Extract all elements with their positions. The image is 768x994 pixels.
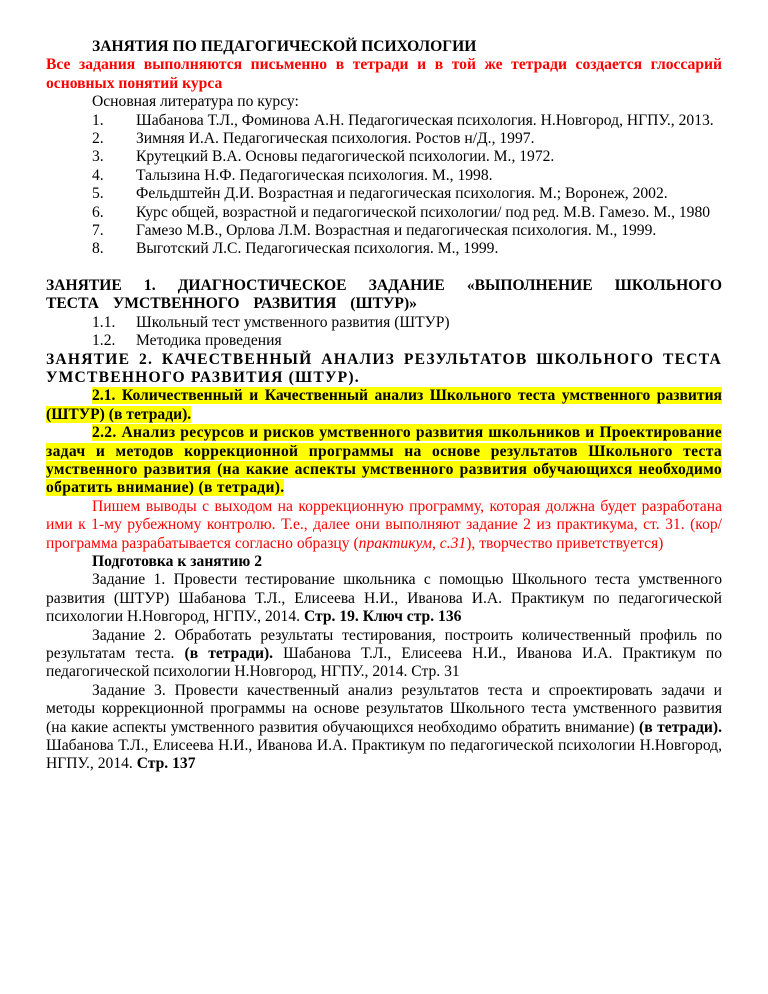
- lesson1-item: 1.2. Методика проведения: [92, 332, 282, 350]
- literature-list: [46, 112, 722, 259]
- literature-heading: Основная литература по курсу:: [92, 93, 299, 111]
- page-title: ЗАНЯТИЯ ПО ПЕДАГОГИЧЕСКОЙ ПСИХОЛОГИИ: [92, 38, 477, 55]
- literature-item: 5. Фельдштейн Д.И. Возрастная и педагогическая психология. М.; Воронеж, 2002.: [92, 185, 668, 203]
- lesson2-heading: ЗАНЯТИЕ 2. КАЧЕСТВЕННЫЙ АНАЛИЗ РЕЗУЛЬТАТОВ ШКОЛЬНОГО ТЕСТА УМСТВЕННОГО РАЗВИТИЯ (ШТУР).: [46, 350, 722, 386]
- literature-item: 7. Гамезо М.В., Орлова Л.М. Возрастная и педагогическая психология. М., 1999.: [92, 222, 657, 240]
- literature-item: 8. Выготский Л.С. Педагогическая психология. М., 1999.: [92, 240, 499, 258]
- lesson1-heading: ЗАНЯТИЕ 1. ДИАГНОСТИЧЕСКОЕ ЗАДАНИЕ «ВЫПОЛНЕНИЕ ШКОЛЬНОГО ТЕСТА УМСТВЕННОГО РАЗВИТИЯ (ШТУР)»: [46, 276, 722, 313]
- task-2: Задание 2. Обработать результаты тестирования, построить количественный профиль по результатам теста. (в тетради). Шабанова Т.Л., Елисеева Н.И., Иванова И.А. Практикум по педагогической психологии Н.Новгород, НГПУ., 2014. Стр. 31: [46, 626, 722, 681]
- literature-item: 2. Зимняя И.А. Педагогическая психология. Ростов н/Д., 1997.: [92, 130, 535, 148]
- literature-item: 1. Шабанова Т.Л., Фоминова А.Н. Педагогическая психология. Н.Новгород, НГПУ., 2013.: [92, 111, 714, 129]
- lesson1-item: 1.1. Школьный тест умственного развития (ШТУР): [92, 313, 450, 331]
- task-3: Задание 3. Провести качественный анализ результатов теста и спроектировать задачи и методы коррекционной программы на основе результатов Школьного теста умственного развития (на какие аспекты умственного развития обучающихся необходимо обратить внимание) (в тетради). Шабанова Т.Л., Елисеева Н.И., Иванова И.А. Практикум по педагогической психологии Н.Новгород, НГПУ., 2014. Стр. 137: [46, 681, 722, 773]
- notice-text: Все задания выполняются письменно в тетради и в той же тетради создается глоссарий основных понятий курса: [46, 56, 722, 92]
- lesson2-subsection-1: 2.1. Количественный и Качественный анализ Школьного теста умственного развития (ШТУР) (в тетради).: [46, 387, 722, 423]
- task-1: Задание 1. Провести тестирование школьника с помощью Школьного теста умственного развития (ШТУР) Шабанова Т.Л., Елисеева Н.И., Иванова И.А. Практикум по педагогической психологии Н.Новгород, НГПУ., 2014. Стр. 19. Ключ стр. 136: [46, 571, 722, 626]
- literature-item: 4. Талызина Н.Ф. Педагогическая психология. М., 1998.: [92, 166, 493, 184]
- section-spacer: [46, 259, 722, 277]
- literature-item: 3. Крутецкий В.А. Основы педагогической психологии. М., 1972.: [92, 148, 555, 166]
- conclusion-note: Пишем выводы с выходом на коррекционную программу, которая должна будет разработана ими к 1-му рубежному контролю. Т.е., далее они выполняют задание 2 из практикума, ст. 31. (кор/программа разрабатывается согласно образцу (практикум, с.31), творчество приветствуется): [46, 497, 722, 552]
- lesson2-subsection-2: 2.2. Анализ ресурсов и рисков умственного развития школьников и Проектирование задач и методов коррекционной программы на основе результатов Школьного теста умственного развития (на какие аспекты умственного развития обучающихся необходимо обратить внимание) (в тетради).: [46, 424, 722, 497]
- literature-item: 6. Курс общей, возрастной и педагогической психологии/ под ред. М.В. Гамезо. М., 1980: [92, 203, 711, 221]
- preparation-heading: Подготовка к занятию 2: [92, 552, 263, 570]
